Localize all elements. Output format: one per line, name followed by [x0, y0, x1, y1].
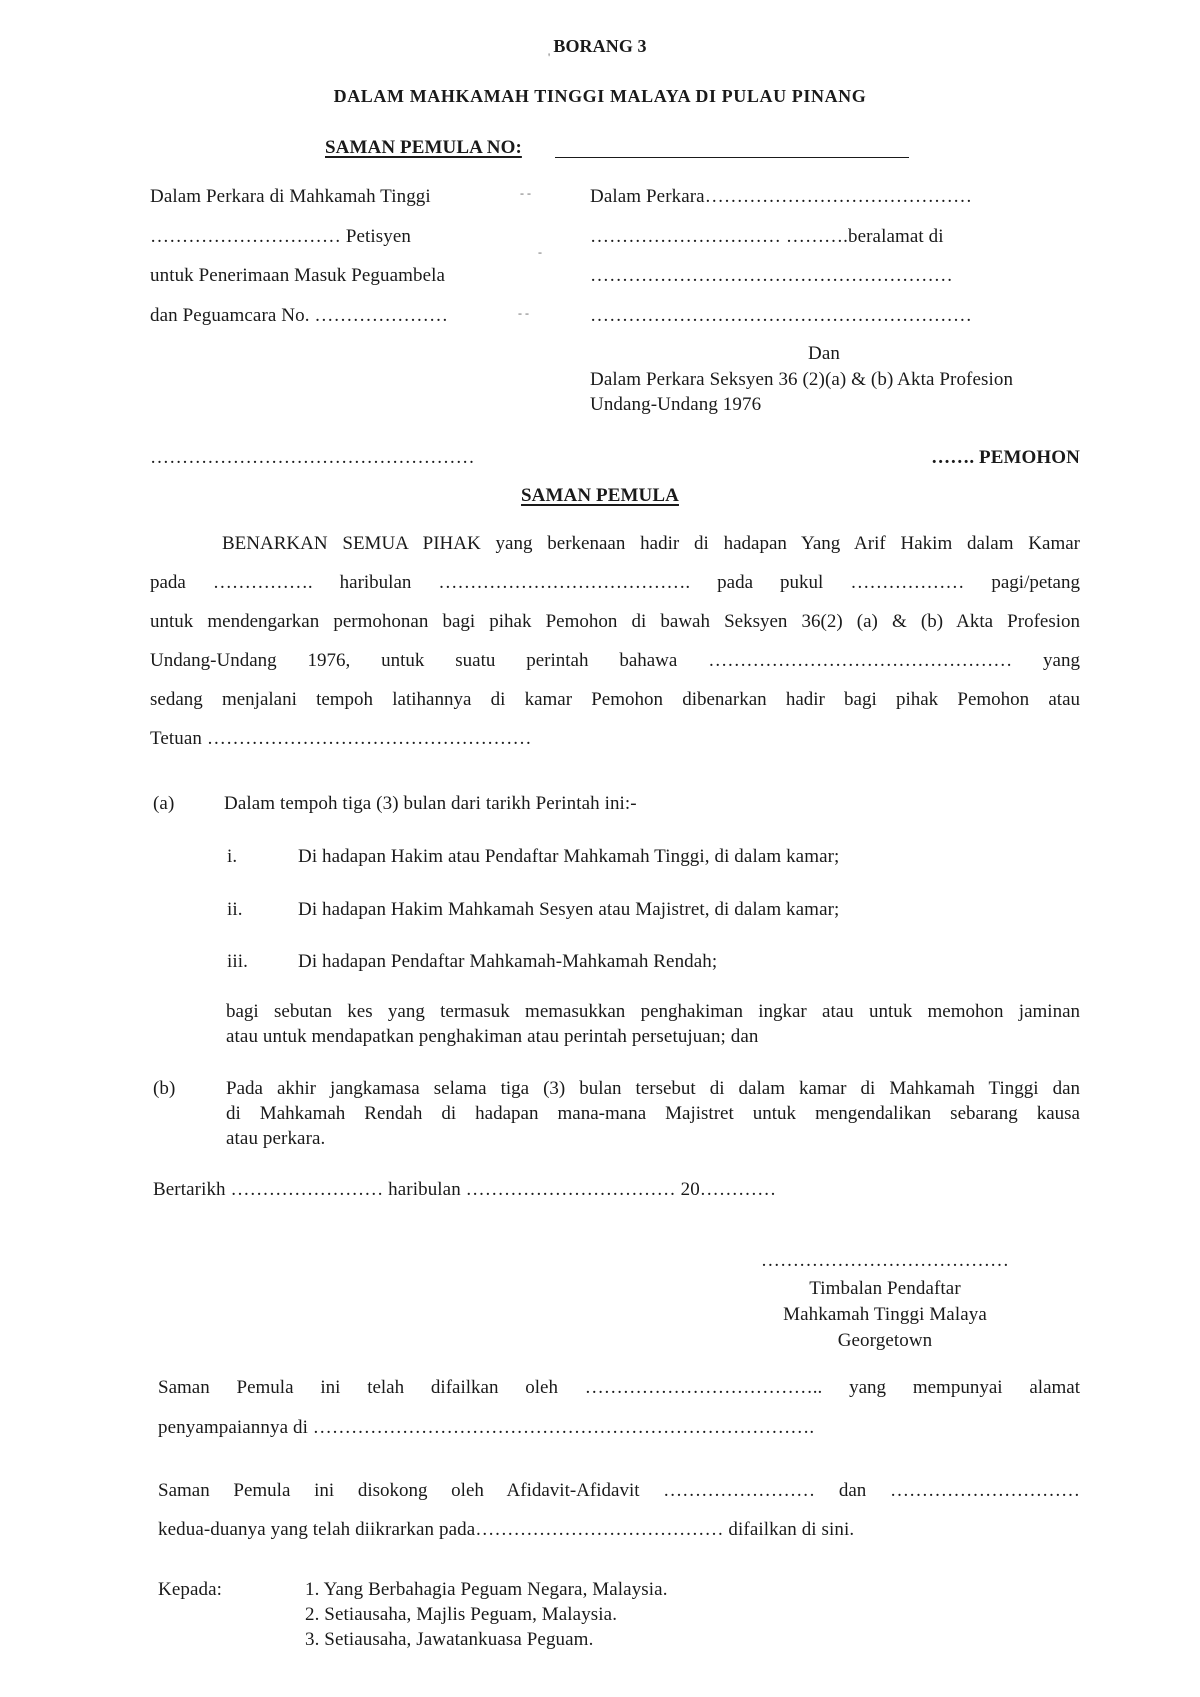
- applicant-name-blank: ……………………………………………: [150, 447, 475, 468]
- supported-line-1: Saman Pemula ini disokong oleh Afidavit-Afidavit …………………… dan …………………………: [158, 1480, 1080, 1501]
- separator-mark: - -: [520, 186, 531, 200]
- caption-left-line-3: untuk Penerimaan Masuk Peguambela: [150, 265, 446, 286]
- item-a-label: (a): [153, 793, 175, 814]
- subitem-iii-text: Di hadapan Pendaftar Mahkamah-Mahkamah Rendah;: [298, 951, 718, 972]
- dated-line: Bertarikh …………………… haribulan …………………………… 20…………: [153, 1179, 777, 1200]
- form-number: BORANG 3: [553, 36, 647, 56]
- separator-mark: -: [538, 245, 542, 259]
- caption-right-line-2: ………………………… ……….beralamat di: [590, 226, 944, 247]
- subitem-i-number: i.: [227, 846, 238, 867]
- body-line-4: Undang-Undang 1976, untuk suatu perintah bahawa ………………………………………… yang: [150, 650, 1080, 671]
- filed-line-2: penyampaiannya di …………………………………………………………………….: [158, 1417, 815, 1438]
- caption-left-line-1: Dalam Perkara di Mahkamah Tinggi: [150, 186, 431, 207]
- signatory-court: Mahkamah Tinggi Malaya: [783, 1304, 987, 1325]
- court-title: DALAM MAHKAMAH TINGGI MALAYA DI PULAU PINANG: [333, 86, 867, 106]
- caption-right-line-1: Dalam Perkara……………………………………: [590, 186, 973, 207]
- scan-mark: ': [548, 50, 551, 64]
- caption-right-line-4: ……………………………………………………: [590, 305, 972, 326]
- signature-line: …………………………………: [760, 1250, 1010, 1271]
- body-line-2: pada ……………. haribulan …………………………………. pada pukul ……………… pagi/petang: [150, 572, 1080, 593]
- subitem-iii-number: iii.: [227, 951, 248, 972]
- body-line-5: sedang menjalani tempoh latihannya di kamar Pemohon dibenarkan hadir bagi pihak Pemohon atau: [150, 689, 1080, 710]
- applicant-label: ……. PEMOHON: [931, 447, 1080, 468]
- summons-number-label: SAMAN PEMULA NO:: [325, 137, 522, 158]
- subitem-ii-text: Di hadapan Hakim Mahkamah Sesyen atau Majistret, di dalam kamar;: [298, 899, 840, 920]
- recipient-3: 3. Setiausaha, Jawatankuasa Peguam.: [305, 1629, 594, 1650]
- recipient-2: 2. Setiausaha, Majlis Peguam, Malaysia.: [305, 1604, 618, 1625]
- caption-section-line-2: Undang-Undang 1976: [590, 394, 762, 415]
- item-b-label: (b): [153, 1078, 176, 1099]
- document-title: SAMAN PEMULA: [521, 485, 679, 506]
- body-line-3: untuk mendengarkan permohonan bagi pihak Pemohon di bawah Seksyen 36(2) (a) & (b) Akta Profesion: [150, 611, 1080, 632]
- item-b-line-3: atau perkara.: [226, 1128, 326, 1149]
- caption-right-line-3: …………………………………………………: [590, 265, 953, 286]
- body-line-6: Tetuan ……………………………………………: [150, 728, 532, 749]
- caption-left-line-4: dan Peguamcara No. …………………: [150, 305, 449, 326]
- signatory-location: Georgetown: [837, 1330, 933, 1351]
- caption-dan: Dan: [808, 343, 840, 364]
- subitem-ii-number: ii.: [227, 899, 243, 920]
- body-line-1: BENARKAN SEMUA PIHAK yang berkenaan hadir di hadapan Yang Arif Hakim dalam Kamar: [222, 533, 1080, 554]
- supported-line-2: kedua-duanya yang telah diikrarkan pada………………………………… difailkan di sini.: [158, 1519, 855, 1540]
- item-b-line-1: Pada akhir jangkamasa selama tiga (3) bulan tersebut di dalam kamar di Mahkamah Tinggi dan: [226, 1078, 1080, 1099]
- recipients-label: Kepada:: [158, 1579, 222, 1600]
- caption-left-line-2: ………………………… Petisyen: [150, 226, 412, 247]
- separator-mark: - -: [518, 306, 529, 320]
- item-b-line-2: di Mahkamah Rendah di hadapan mana-mana Majistret untuk mengendalikan sebarang kausa: [226, 1103, 1080, 1124]
- item-a-after-line-1: bagi sebutan kes yang termasuk memasukkan penghakiman ingkar atau untuk memohon jaminan: [226, 1001, 1080, 1022]
- item-a-text: Dalam tempoh tiga (3) bulan dari tarikh Perintah ini:-: [224, 793, 637, 814]
- caption-section-line-1: Dalam Perkara Seksyen 36 (2)(a) & (b) Akta Profesion: [590, 369, 1014, 390]
- signatory-title: Timbalan Pendaftar: [809, 1278, 961, 1299]
- subitem-i-text: Di hadapan Hakim atau Pendaftar Mahkamah Tinggi, di dalam kamar;: [298, 846, 840, 867]
- item-a-after-line-2: atau untuk mendapatkan penghakiman atau perintah persetujuan; dan: [226, 1026, 759, 1047]
- summons-number-line: [555, 157, 909, 158]
- filed-line-1: Saman Pemula ini telah difailkan oleh ……………………………….. yang mempunyai alamat: [158, 1377, 1080, 1398]
- recipient-1: 1. Yang Berbahagia Peguam Negara, Malaysia.: [305, 1579, 668, 1600]
